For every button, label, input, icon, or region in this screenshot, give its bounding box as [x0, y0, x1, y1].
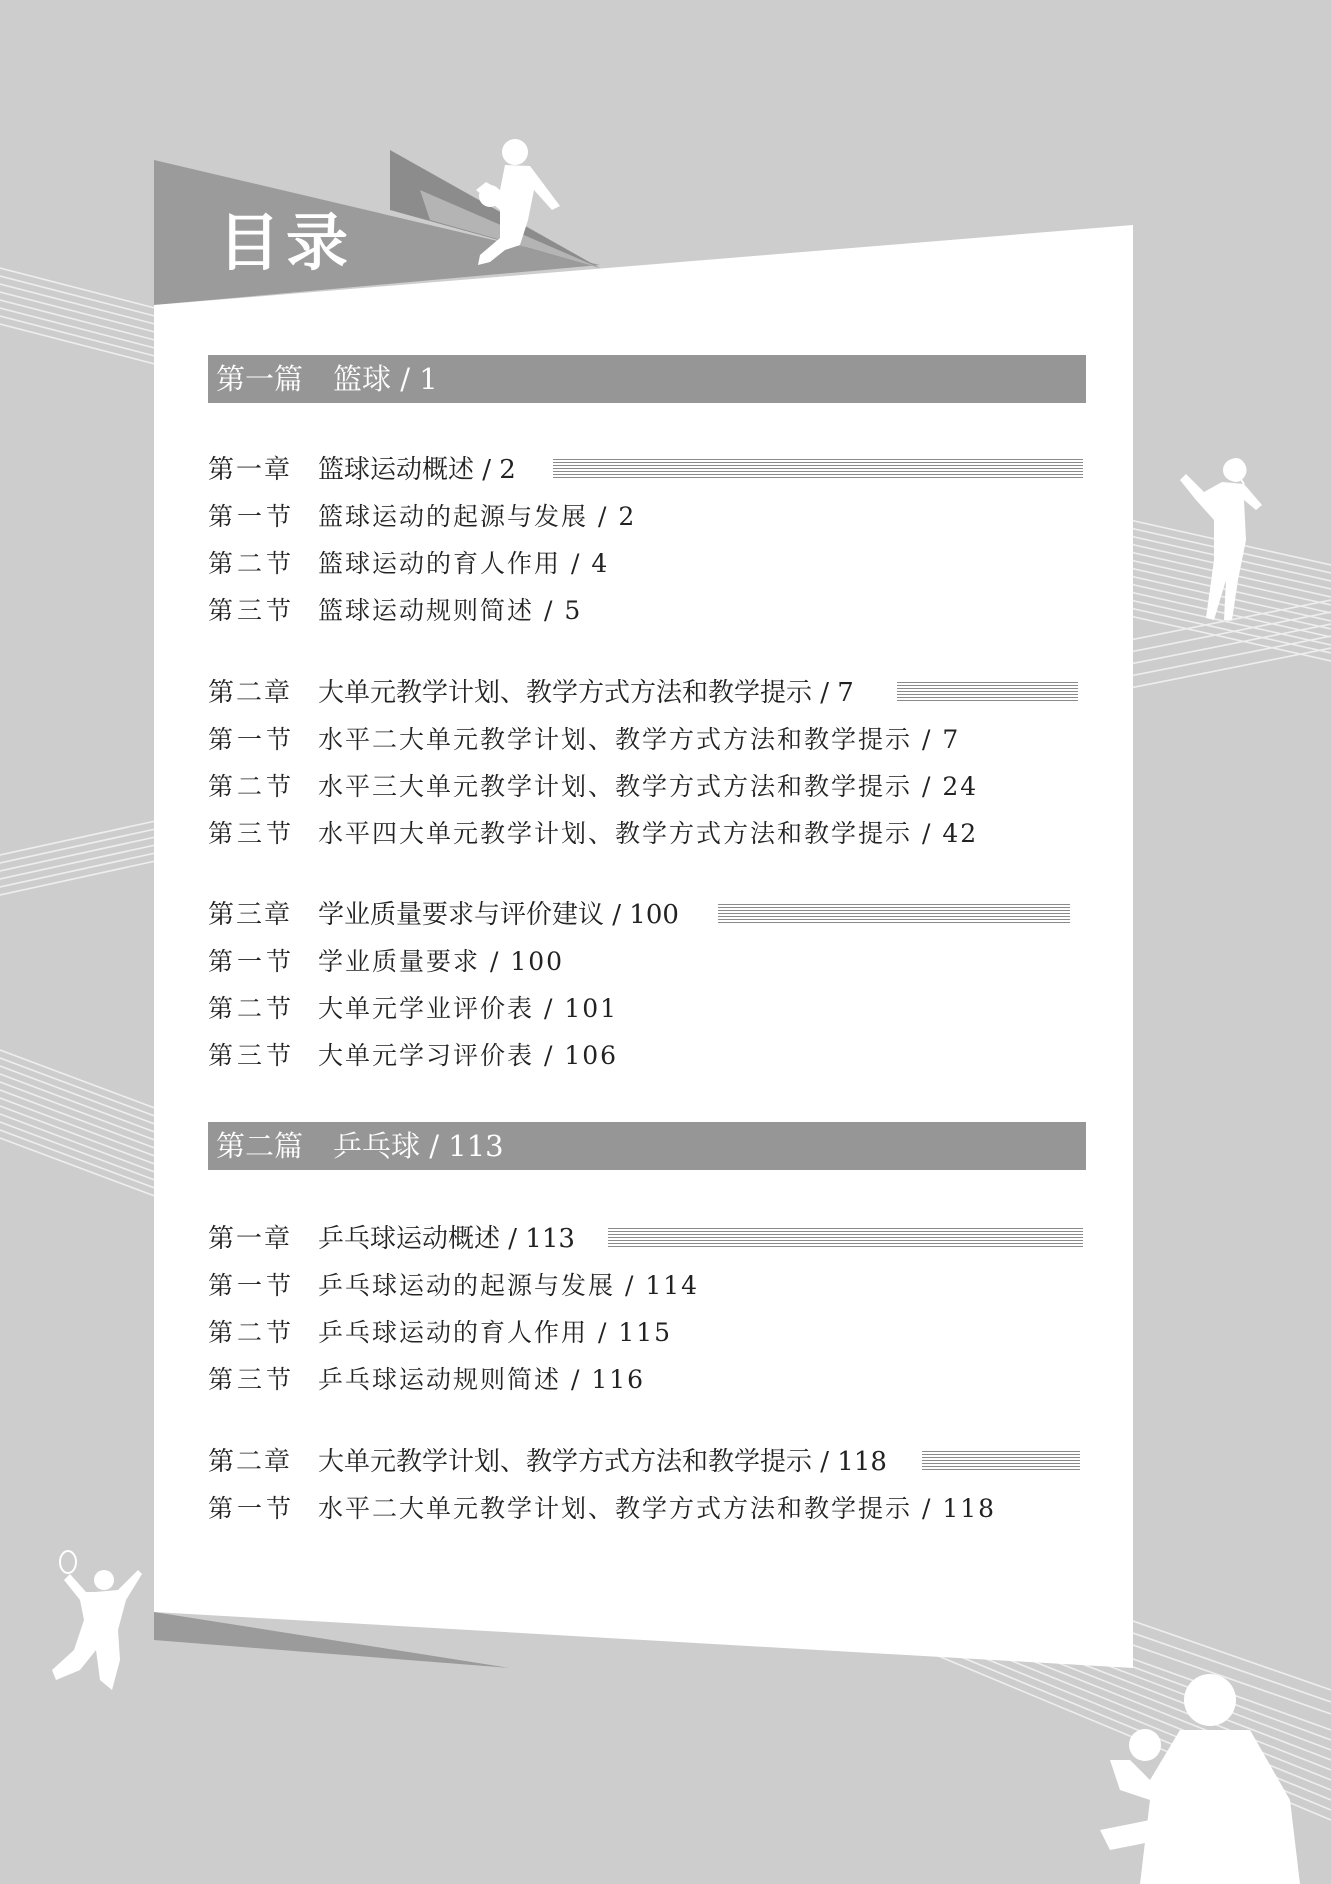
page-title: 目录 — [218, 206, 355, 279]
part-label: 第一篇 — [216, 362, 304, 396]
chapter-row — [208, 676, 854, 710]
chapter-label: 第二章 — [208, 678, 293, 708]
chapter-title: 大单元教学计划、教学方式方法和教学提示 / 118 — [318, 1447, 887, 1477]
chapter-title: 乒乓球运动概述 / 113 — [318, 1224, 575, 1254]
section-label: 第三节 — [208, 596, 296, 625]
section-label: 第二节 — [208, 994, 296, 1023]
section-label: 第三节 — [208, 1041, 296, 1070]
section-title: 水平三大单元教学计划、教学方式方法和教学提示 / 24 — [318, 772, 979, 801]
section-label: 第一节 — [208, 725, 296, 754]
section-title: 水平四大单元教学计划、教学方式方法和教学提示 / 42 — [318, 819, 979, 848]
section-row — [208, 1363, 645, 1397]
section-label: 第三节 — [208, 1365, 296, 1394]
section-title: 水平二大单元教学计划、教学方式方法和教学提示 / 7 — [318, 725, 961, 754]
chapter-label: 第三章 — [208, 900, 293, 930]
chapter-row — [208, 453, 516, 487]
part-name: 篮球 — [333, 362, 392, 396]
section-row — [208, 770, 978, 804]
section-label: 第一节 — [208, 947, 296, 976]
chapter-decorative-lines — [897, 682, 1078, 704]
section-title: 乒乓球运动规则简述 / 116 — [318, 1365, 646, 1394]
section-row — [208, 723, 960, 757]
section-row — [208, 945, 564, 979]
section-row — [208, 1492, 996, 1526]
section-label: 第一节 — [208, 1494, 296, 1523]
section-row — [208, 992, 618, 1026]
section-label: 第二节 — [208, 1318, 296, 1347]
chapter-row — [208, 1222, 575, 1256]
chapter-decorative-lines — [608, 1228, 1083, 1250]
section-label: 第二节 — [208, 772, 296, 801]
chapter-decorative-lines — [922, 1451, 1080, 1473]
part-heading — [208, 355, 1086, 403]
section-row — [208, 1039, 618, 1073]
section-label: 第二节 — [208, 549, 296, 578]
chapter-row — [208, 1445, 887, 1479]
section-row — [208, 817, 978, 851]
section-row — [208, 594, 582, 628]
section-title: 篮球运动的起源与发展 / 2 — [318, 502, 637, 531]
chapter-decorative-lines — [718, 904, 1070, 926]
part-page: / 1 — [400, 362, 438, 396]
section-title: 篮球运动的育人作用 / 4 — [318, 549, 610, 578]
section-row — [208, 1269, 699, 1303]
chapter-title: 学业质量要求与评价建议 / 100 — [318, 900, 679, 930]
section-title: 乒乓球运动的起源与发展 / 114 — [318, 1271, 700, 1300]
section-row — [208, 1316, 672, 1350]
section-title: 大单元学业评价表 / 101 — [318, 994, 619, 1023]
part-name: 乒乓球 — [333, 1129, 421, 1163]
part-heading — [208, 1122, 1086, 1170]
part-label: 第二篇 — [216, 1129, 304, 1163]
section-title: 篮球运动规则简述 / 5 — [318, 596, 583, 625]
chapter-row — [208, 898, 679, 932]
chapter-label: 第一章 — [208, 1224, 293, 1254]
chapter-label: 第二章 — [208, 1447, 293, 1477]
section-label: 第一节 — [208, 502, 296, 531]
chapter-label: 第一章 — [208, 455, 293, 485]
section-title: 大单元学习评价表 / 106 — [318, 1041, 619, 1070]
part-page: / 113 — [429, 1129, 504, 1163]
section-title: 学业质量要求 / 100 — [318, 947, 565, 976]
chapter-decorative-lines — [553, 459, 1083, 481]
section-title: 乒乓球运动的育人作用 / 115 — [318, 1318, 673, 1347]
section-label: 第三节 — [208, 819, 296, 848]
chapter-title: 大单元教学计划、教学方式方法和教学提示 / 7 — [318, 678, 854, 708]
chapter-title: 篮球运动概述 / 2 — [318, 455, 516, 485]
section-row — [208, 500, 636, 534]
section-label: 第一节 — [208, 1271, 296, 1300]
section-title: 水平二大单元教学计划、教学方式方法和教学提示 / 118 — [318, 1494, 997, 1523]
section-row — [208, 547, 609, 581]
